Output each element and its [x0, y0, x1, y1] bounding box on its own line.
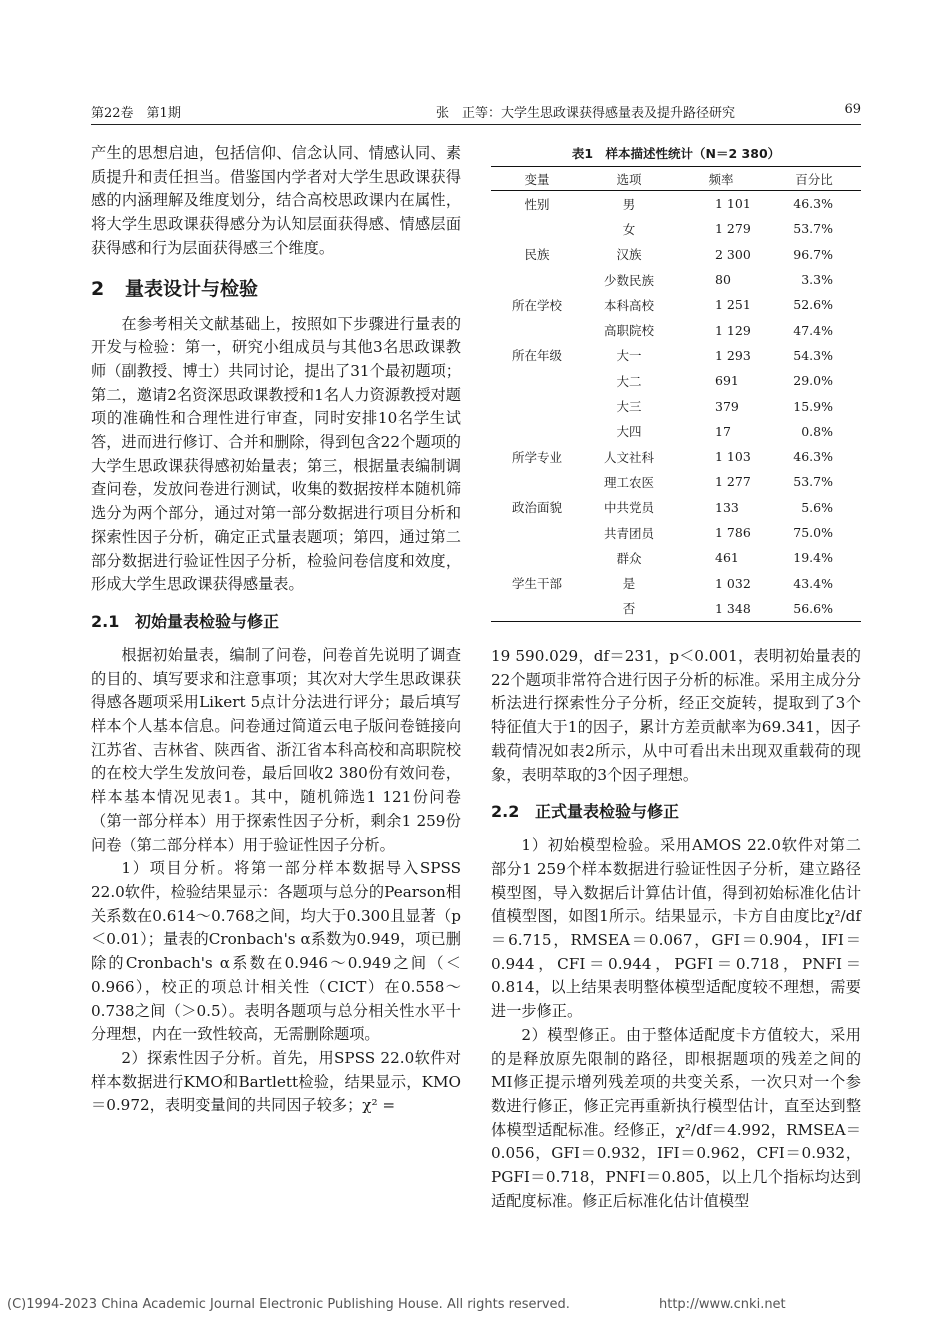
cell-option: 中共党员 [603, 500, 654, 516]
table-row [491, 444, 861, 469]
header-percent: 百分比 [795, 171, 833, 187]
cell-variable: 政治面貌 [511, 500, 562, 516]
table-row [491, 216, 861, 241]
cell-option: 人文社科 [603, 449, 654, 465]
cell-percent: 19.4% [793, 550, 833, 566]
table-row [491, 495, 861, 520]
cell-option: 汉族 [616, 247, 642, 263]
page-number: 69 [844, 102, 861, 117]
cell-percent: 52.6% [793, 297, 833, 313]
cell-option: 共青团员 [603, 525, 654, 541]
cell-variable [491, 545, 583, 570]
cell-variable: 所在年级 [511, 348, 562, 364]
paragraph-questionnaire: 根据初始量表，编制了问卷，问卷首先说明了调查的目的、填写要求和注意事项；其次对大学生思政课获得感各题项采用Likert 5点计分法进行评分；最后填写样本个人基本信息。问卷通过简道云电子版问卷链接向江苏省、吉林省、陕西省、浙江省本科高校和高职院校的在校大学生发放问卷，最后回收2 380份有效问卷，样本基本情况见表1。其中，随机筛选1 121份问卷（第一部分样本）用于探索性因子分析，剩余1 259份问卷（第二部分样本）用于验证性因子分析。 [91, 645, 461, 854]
cell-option: 大一 [616, 348, 642, 364]
cell-option: 女 [622, 221, 636, 237]
cell-variable: 民族 [524, 247, 550, 263]
subsection-number: 2.2 [491, 802, 520, 822]
running-header [91, 102, 861, 122]
section-heading-2-1 [91, 608, 461, 636]
cell-percent: 43.4% [793, 575, 833, 591]
cell-variable: 性别 [524, 196, 550, 212]
page-footer [7, 1297, 786, 1312]
header-variable: 变量 [524, 171, 550, 187]
table-row [491, 267, 861, 292]
cell-frequency: 17 [715, 423, 731, 439]
cell-percent: 47.4% [793, 322, 833, 338]
cell-percent: 53.7% [793, 221, 833, 237]
cell-variable [491, 419, 583, 444]
paragraph-model-revision: 2）模型修正。由于整体适配度卡方值较大，采用的是释放原先限制的路径，即根据题项的残差之间的MI修正提示增列残差项的共变关系，一次只对一个参数进行修正，修正完再重新执行模型估计，直至达到整体模型适配标准。经修正，χ²/df＝4.992，RMSEA＝0.056，GFI＝0.932，IFI＝0.962，CFI＝0.932，PGFI＝0.718，PNFI＝0.805，以上几个指标均达到适配度标准。修正后标准化估计值模型 [491, 1025, 861, 1210]
cnki-link[interactable]: http://www.cnki.net [659, 1297, 786, 1312]
table-body [491, 191, 861, 622]
table-1 [491, 142, 861, 622]
cell-frequency: 1 277 [715, 474, 751, 490]
cell-option: 理工农医 [603, 474, 654, 490]
cell-variable [491, 267, 583, 292]
section-heading-2 [91, 274, 461, 304]
cell-option: 男 [622, 196, 636, 212]
subsection-number: 2.1 [91, 611, 120, 631]
table-row [491, 419, 861, 444]
cell-frequency: 1 129 [715, 322, 751, 338]
subsection-title: 正式量表检验与修正 [535, 802, 680, 822]
cell-percent: 15.9% [793, 398, 833, 414]
paragraph-item-analysis: 1）项目分析。将第一部分样本数据导入SPSS 22.0软件，检验结果显示：各题项与总分的Pearson相关系数在0.614～0.768之间，均大于0.300且显著（p＜0.01）；量表的Cronbach's α系数为0.949，项已删除的Cronbach's α系数在0.946～0.949之间（＜0.966），校正的项总计相关性（CICT）在0.558～0.738之间（＞0.5）。表明各题项与总分相关性水平十分理想，内在一致性较高，无需删除题项。 [91, 859, 461, 1044]
table-title: 表1 样本描述性统计（N＝2 380） [571, 146, 781, 161]
cell-percent: 0.8% [801, 423, 833, 439]
paragraph-intro-end: 产生的思想启迪，包括信仰、信念认同、情感认同、素质提升和责任担当。借鉴国内学者对大学生思政课获得感的内涵理解及维度划分，结合高校思政课内在属性，将大学生思政课获得感分为认知层面获得感、情感层面获得感和行为层面获得感三个维度。 [91, 144, 461, 257]
cell-option: 是 [622, 576, 636, 592]
cell-frequency: 1 279 [715, 221, 751, 237]
cell-option: 少数民族 [603, 272, 654, 288]
cell-frequency: 2 300 [715, 246, 751, 262]
cell-option: 大三 [616, 399, 642, 415]
cell-frequency: 1 348 [715, 600, 751, 616]
cell-frequency: 691 [715, 373, 739, 389]
cell-frequency: 133 [715, 499, 739, 515]
cell-variable: 学生干部 [511, 576, 562, 592]
cell-frequency: 1 251 [715, 297, 751, 313]
table-row [491, 343, 861, 368]
header-option: 选项 [616, 171, 642, 187]
cell-frequency: 1 293 [715, 347, 751, 363]
journal-volume: 第22卷 第1期 [91, 106, 181, 121]
cell-variable: 所学专业 [511, 449, 562, 465]
header-frequency: 频率 [708, 171, 734, 187]
cell-percent: 46.3% [793, 449, 833, 465]
article-running-title: 张 正等：大学生思政课获得感量表及提升路径研究 [436, 106, 736, 121]
cell-percent: 54.3% [793, 347, 833, 363]
cell-percent: 96.7% [793, 246, 833, 262]
left-column [91, 142, 461, 1118]
cell-percent: 53.7% [793, 474, 833, 490]
cell-frequency: 1 786 [715, 525, 751, 540]
section-number: 2 [91, 277, 105, 300]
cell-frequency: 379 [715, 398, 739, 414]
paragraph-initial-model: 1）初始模型检验。采用AMOS 22.0软件对第二部分1 259个样本数据进行验证性因子分析，建立路径模型图，导入数据后计算估计值，得到初始标准化估计值模型图，如图1所示。结果显示，卡方自由度比χ²/df＝6.715，RMSEA＝0.067，GFI＝0.904，IFI＝0.944，CFI＝0.944，PGFI＝0.718，PNFI＝0.814，以上结果表明整体模型适配度较不理想，需要进一步修正。 [491, 836, 861, 1021]
cell-percent: 46.3% [793, 196, 833, 212]
table-row [491, 469, 861, 494]
cell-frequency: 80 [715, 272, 731, 288]
table-row [491, 242, 861, 267]
cell-percent: 56.6% [793, 600, 833, 616]
subsection-title: 初始量表检验与修正 [135, 611, 280, 631]
cell-frequency: 1 101 [715, 196, 751, 212]
cell-option: 高职院校 [603, 323, 654, 339]
table-row [491, 368, 861, 393]
cell-option: 本科高校 [603, 297, 654, 313]
cell-variable [491, 368, 583, 393]
cell-option: 否 [622, 601, 636, 617]
section-heading-2-2 [491, 798, 861, 826]
cell-variable [491, 520, 583, 545]
table-row [491, 292, 861, 317]
sample-statistics-table [491, 166, 861, 622]
table-row [491, 520, 861, 545]
cell-percent: 75.0% [793, 525, 833, 540]
table-row [491, 393, 861, 418]
cell-frequency: 1 032 [715, 575, 751, 591]
cell-variable: 所在学校 [511, 297, 562, 313]
table-row [491, 191, 861, 217]
cell-percent: 5.6% [801, 499, 833, 515]
table-row [491, 545, 861, 570]
copyright-notice: (C)1994-2023 China Academic Journal Electronic Publishing House. All rights reserved. [7, 1297, 570, 1312]
right-column [491, 645, 861, 1213]
cell-frequency: 461 [715, 550, 739, 566]
cell-option: 群众 [616, 550, 642, 566]
table-row [491, 596, 861, 622]
cell-frequency: 1 103 [715, 449, 751, 465]
paragraph-efa: 2）探索性因子分析。首先，用SPSS 22.0软件对样本数据进行KMO和Bartlett检验，结果显示，KMO＝0.972，表明变量间的共同因子较多；χ² = [91, 1048, 461, 1115]
paragraph-efa-continued: 19 590.029，df＝231，p＜0.001，表明初始量表的22个题项非常符合进行因子分析的标准。采用主成分分析法进行探索性分子分析，经正交旋转，提取到了3个特征值大于1的因子，累计方差贡献率为69.341，因子载荷情况如表2所示，从中可看出未出现双重载荷的现象，表明萃取的3个因子理想。 [491, 647, 861, 784]
cell-variable [491, 317, 583, 342]
cell-option: 大二 [616, 373, 642, 389]
header-rule [91, 124, 861, 125]
table-row [491, 317, 861, 342]
cell-variable [491, 469, 583, 494]
cell-percent: 3.3% [801, 272, 833, 288]
table-row [491, 570, 861, 595]
table-header-row [491, 167, 861, 191]
cell-percent: 29.0% [793, 373, 833, 389]
cell-variable [491, 216, 583, 241]
cell-variable [491, 393, 583, 418]
section-title: 量表设计与检验 [125, 277, 259, 300]
cell-option: 大四 [616, 424, 642, 440]
cell-variable [491, 596, 583, 622]
paragraph-scale-steps: 在参考相关文献基础上，按照如下步骤进行量表的开发与检验：第一，研究小组成员与其他3名思政课教师（副教授、博士）共同讨论，提出了31个最初题项；第二，邀请2名资深思政课教授和1名人力资源教授对题项的准确性和合理性进行审查，同时安排10名学生试答，进而进行修订、合并和删除，得到包含22个题项的大学生思政课获得感初始量表；第三，根据量表编制调查问卷，发放问卷进行测试，收集的数据按样本随机筛选分为两个部分，通过对第一部分数据进行项目分析和探索性因子分析，确定正式量表题项；第四，通过第二部分数据进行验证性因子分析，检验问卷信度和效度，形成大学生思政课获得感量表。 [91, 314, 461, 594]
